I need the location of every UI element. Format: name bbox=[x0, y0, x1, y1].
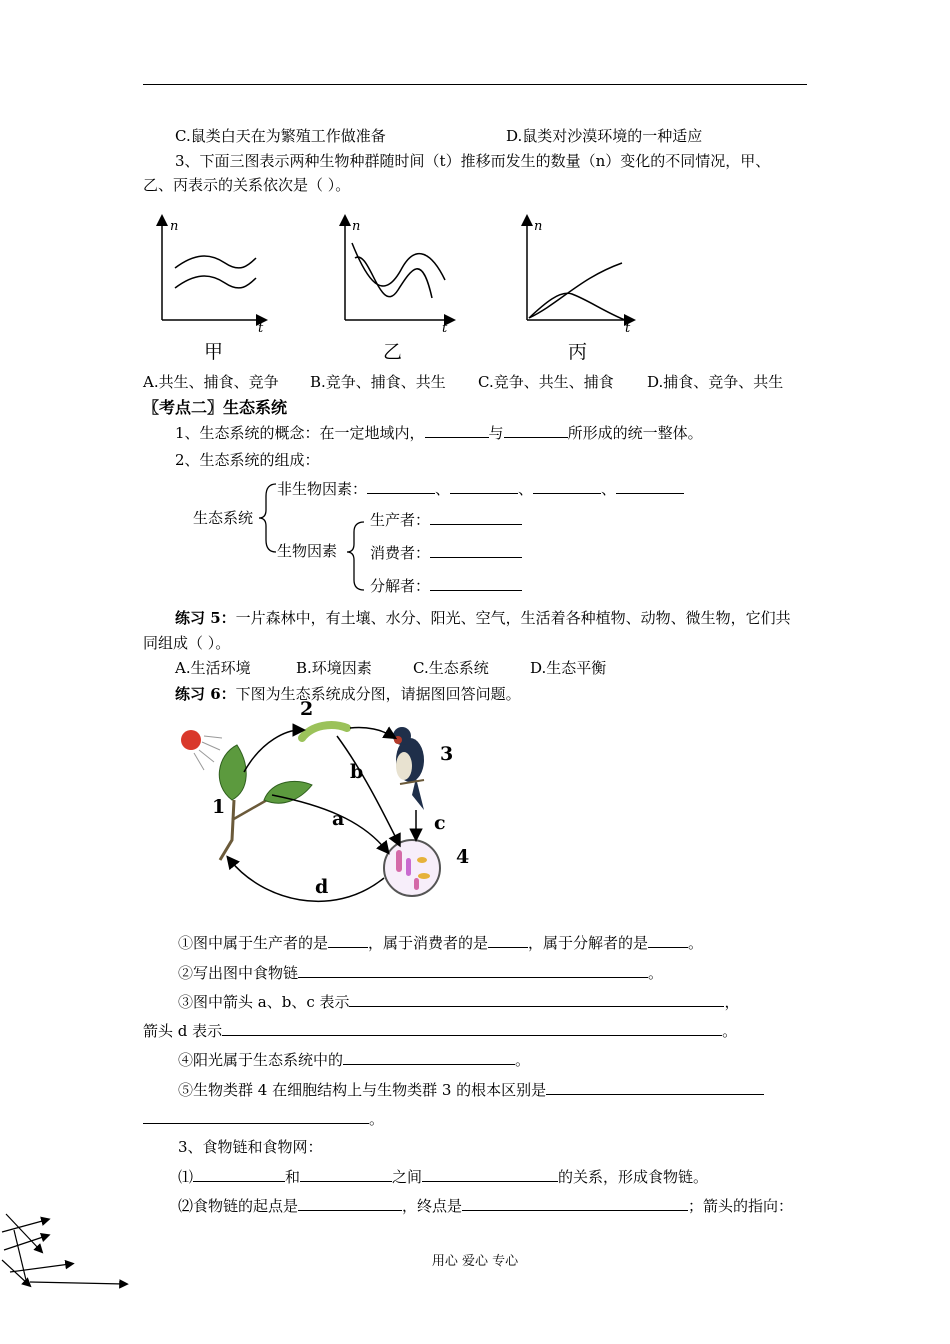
diagram-label-4: 4 bbox=[456, 846, 470, 868]
ex6-q1 bbox=[178, 932, 703, 953]
section2-heading: 〖考点二〗生态系统 bbox=[143, 398, 288, 417]
q3-option-c: C.竞争、共生、捕食 bbox=[478, 373, 614, 391]
producer-label: 生产者： bbox=[370, 511, 431, 529]
blank[interactable] bbox=[616, 478, 684, 494]
ex5-option-b: B.环境因素 bbox=[296, 659, 372, 677]
concept-line bbox=[175, 422, 703, 443]
s3-l1-b: 和 bbox=[285, 1168, 301, 1186]
blank[interactable] bbox=[343, 1049, 515, 1065]
ex6-label: 练习 6： bbox=[175, 685, 236, 703]
ex6-q5-cont bbox=[143, 1108, 384, 1129]
diagram-label-d: d bbox=[315, 876, 329, 898]
graph-yi bbox=[345, 219, 450, 363]
ex6-q3 bbox=[178, 991, 740, 1012]
sep: 、 bbox=[601, 480, 617, 498]
blank[interactable] bbox=[367, 478, 435, 494]
blank[interactable] bbox=[504, 422, 568, 438]
q1-text-c: ，属于分解者的是 bbox=[528, 934, 649, 952]
q3-option-d: D.捕食、竞争、共生 bbox=[647, 373, 784, 391]
graph-bing-label: 丙 bbox=[568, 341, 588, 363]
graph-jia-y: n bbox=[170, 219, 179, 234]
s3-l1-c: 之间 bbox=[392, 1168, 423, 1186]
blank[interactable] bbox=[648, 932, 688, 948]
abiotic-line bbox=[277, 478, 684, 499]
q3-text-d: 。 bbox=[722, 1022, 738, 1040]
s3-l2-b: ，终点是 bbox=[402, 1197, 463, 1215]
section3-line2 bbox=[178, 1195, 793, 1216]
consumer-line bbox=[370, 542, 522, 563]
graph-jia bbox=[162, 219, 264, 363]
q1-text-d: 。 bbox=[688, 934, 704, 952]
section3-heading: 3、食物链和食物网： bbox=[178, 1138, 323, 1156]
graph-bing-x: t bbox=[625, 321, 631, 336]
q3-text-a: ③图中箭头 a、b、c 表示 bbox=[178, 993, 350, 1011]
graph-jia-x: t bbox=[258, 321, 264, 336]
decomposer-line bbox=[370, 575, 522, 596]
diagram-label-b: b bbox=[350, 761, 364, 783]
section3-line1 bbox=[178, 1166, 708, 1187]
blank[interactable] bbox=[328, 932, 368, 948]
q3-text-b: ， bbox=[724, 993, 740, 1011]
blank[interactable] bbox=[349, 991, 724, 1007]
q3-line2: 乙、丙表示的关系依次是（ ）。 bbox=[143, 176, 351, 194]
ex5-label: 练习 5： bbox=[175, 609, 236, 627]
diagram-label-c: c bbox=[434, 812, 446, 834]
decomposer-label: 分解者： bbox=[370, 577, 431, 595]
blank[interactable] bbox=[488, 932, 528, 948]
concept-text-c: 所形成的统一整体。 bbox=[567, 424, 703, 442]
blank[interactable] bbox=[533, 478, 601, 494]
blank[interactable] bbox=[462, 1195, 688, 1211]
blank[interactable] bbox=[300, 1166, 392, 1182]
ex5-option-d: D.生态平衡 bbox=[530, 659, 607, 677]
option-c-prev: C.鼠类白天在为繁殖工作做准备 bbox=[175, 127, 386, 145]
ecosystem-diagram bbox=[172, 700, 502, 910]
bird-icon bbox=[393, 727, 424, 810]
diagram-label-a: a bbox=[332, 808, 345, 830]
ex5-text: 一片森林中，有土壤、水分、阳光、空气，生活着各种植物、动物、微生物，它们共 bbox=[235, 609, 791, 627]
blank[interactable] bbox=[193, 1166, 285, 1182]
graph-yi-x: t bbox=[442, 321, 448, 336]
diagram-label-2: 2 bbox=[300, 700, 314, 720]
blank[interactable] bbox=[430, 542, 522, 558]
page-footer: 用心 爱心 专心 bbox=[431, 1254, 519, 1269]
s3-l2-a: ⑵食物链的起点是 bbox=[178, 1197, 299, 1215]
sep: 、 bbox=[518, 480, 534, 498]
ex5-line2: 同组成（ ）。 bbox=[143, 634, 231, 652]
sep: 、 bbox=[435, 480, 451, 498]
graph-yi-label: 乙 bbox=[383, 341, 403, 363]
q5-text-a: ⑤生物类群 4 在细胞结构上与生物类群 3 的根本区别是 bbox=[178, 1081, 547, 1099]
decomposer-circle bbox=[384, 840, 440, 896]
q2-text-a: ②写出图中食物链 bbox=[178, 964, 299, 982]
ex6-q2 bbox=[178, 962, 663, 983]
ex5-option-c: C.生态系统 bbox=[413, 659, 489, 677]
graph-bing bbox=[527, 219, 631, 363]
q1-text-b: ，属于消费者的是 bbox=[368, 934, 489, 952]
graph-jia-label: 甲 bbox=[204, 341, 224, 363]
option-d-prev: D.鼠类对沙漠环境的一种适应 bbox=[506, 127, 703, 145]
graph-bing-y: n bbox=[534, 219, 543, 234]
diagram-label-3: 3 bbox=[440, 743, 454, 765]
q1-text-a: ①图中属于生产者的是 bbox=[178, 934, 329, 952]
q5-text-b: 。 bbox=[369, 1110, 385, 1128]
tree-root: 生态系统 bbox=[193, 509, 254, 527]
biotic-label: 生物因素 bbox=[277, 542, 338, 560]
blank[interactable] bbox=[222, 1020, 722, 1036]
sun-icon bbox=[181, 730, 222, 770]
blank[interactable] bbox=[450, 478, 518, 494]
q3-line1: 3、下面三图表示两种生物种群随时间（t）推移而发生的数量（n）变化的不同情况，甲、 bbox=[175, 152, 771, 170]
q3-text-c: 箭头 d 表示 bbox=[143, 1022, 223, 1040]
q3-option-b: B.竞争、捕食、共生 bbox=[310, 373, 446, 391]
header-rule bbox=[143, 84, 807, 85]
blank[interactable] bbox=[298, 962, 648, 978]
s3-l1-a: ⑴ bbox=[178, 1168, 194, 1186]
ex6-q3-cont bbox=[143, 1020, 737, 1041]
s3-l1-d: 的关系，形成食物链。 bbox=[558, 1168, 709, 1186]
blank[interactable] bbox=[143, 1108, 369, 1124]
q4-text-b: 。 bbox=[515, 1051, 531, 1069]
composition-title: 2、生态系统的组成： bbox=[175, 451, 320, 469]
blank[interactable] bbox=[298, 1195, 402, 1211]
ex6-text: 下图为生态系统成分图，请据图回答问题。 bbox=[235, 685, 521, 703]
caterpillar-icon bbox=[302, 725, 347, 738]
graph-yi-y: n bbox=[352, 219, 361, 234]
consumer-label: 消费者： bbox=[370, 544, 431, 562]
blank[interactable] bbox=[546, 1079, 764, 1095]
q3-option-a: A.共生、捕食、竞争 bbox=[143, 373, 279, 391]
concept-text-a: 1、生态系统的概念：在一定地域内， bbox=[175, 424, 425, 442]
producer-line bbox=[370, 509, 522, 530]
concept-text-b: 与 bbox=[488, 424, 504, 442]
plant-icon bbox=[219, 745, 312, 860]
ex5-line1 bbox=[175, 608, 791, 628]
blank[interactable] bbox=[430, 509, 522, 525]
s3-l2-c: ；箭头的指向： bbox=[688, 1197, 794, 1215]
ex5-option-a: A.生活环境 bbox=[175, 659, 251, 677]
ex6-q4 bbox=[178, 1049, 530, 1070]
q4-text-a: ④阳光属于生态系统中的 bbox=[178, 1051, 344, 1069]
blank[interactable] bbox=[425, 422, 489, 438]
population-graphs bbox=[140, 208, 650, 368]
q2-text-b: 。 bbox=[648, 964, 664, 982]
blank[interactable] bbox=[422, 1166, 558, 1182]
blank[interactable] bbox=[430, 575, 522, 591]
ex6-q5 bbox=[178, 1079, 764, 1100]
abiotic-label: 非生物因素： bbox=[277, 480, 368, 498]
diagram-label-1: 1 bbox=[212, 796, 226, 818]
